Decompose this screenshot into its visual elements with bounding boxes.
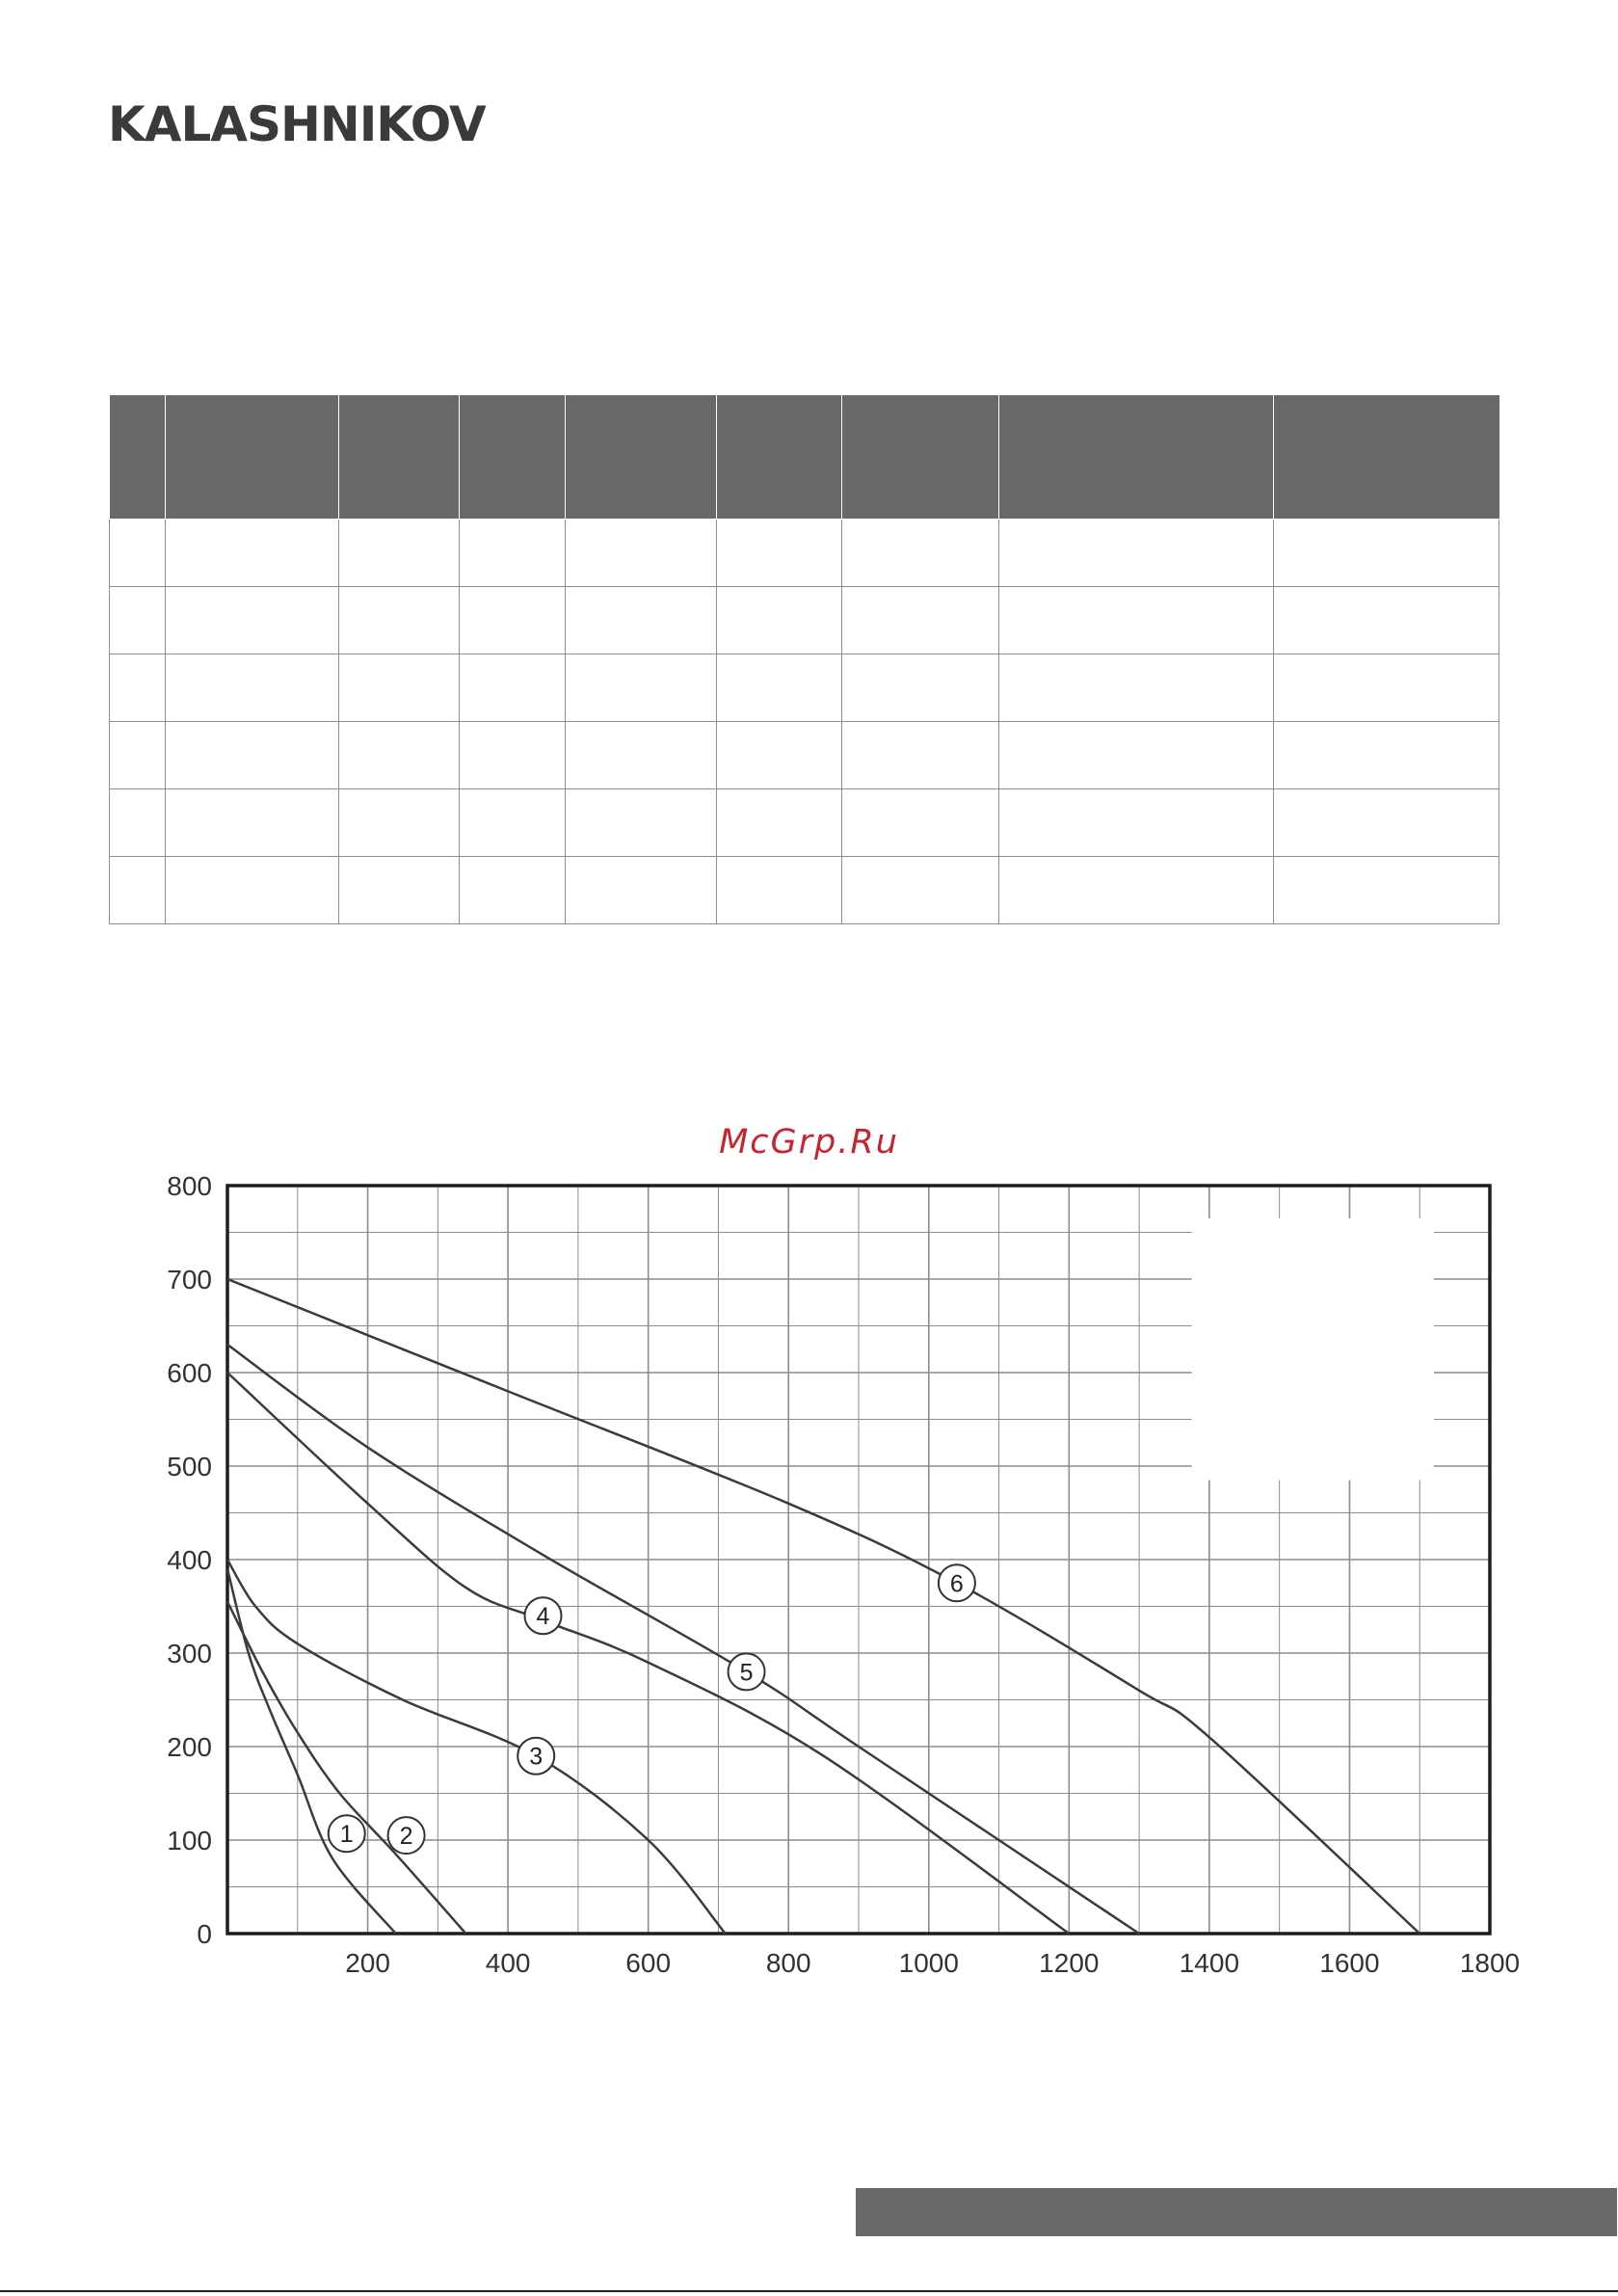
table-cell (1274, 789, 1499, 857)
table-cell (1274, 857, 1499, 924)
table-cell (842, 587, 999, 654)
y-tick-label: 800 (167, 1171, 212, 1201)
y-tick-label: 400 (167, 1545, 212, 1575)
table-row (110, 587, 1499, 654)
table-cell (842, 654, 999, 722)
table-header-row (110, 395, 1499, 520)
table-cell (166, 789, 339, 857)
table-cell (717, 789, 842, 857)
table-cell (566, 587, 717, 654)
x-tick-label: 800 (765, 1948, 811, 1976)
table-cell (1274, 587, 1499, 654)
table-cell (1274, 722, 1499, 789)
curve-label-6: 6 (949, 1570, 964, 1598)
table-row (110, 857, 1499, 924)
header-cell (717, 395, 842, 520)
curve-label-5: 5 (739, 1659, 754, 1687)
table-cell (339, 722, 460, 789)
table-row (110, 722, 1499, 789)
table-cell (566, 520, 717, 587)
table-cell (999, 857, 1274, 924)
x-tick-label: 1400 (1179, 1948, 1240, 1976)
table-cell (717, 587, 842, 654)
spec-table (109, 395, 1499, 924)
table-cell (339, 857, 460, 924)
curve-label-1: 1 (339, 1821, 354, 1849)
curve-1 (227, 1569, 396, 1934)
table-cell (999, 587, 1274, 654)
table-cell (717, 654, 842, 722)
curve-5 (227, 1345, 1139, 1934)
y-tick-label: 700 (167, 1265, 212, 1295)
table-cell (110, 857, 166, 924)
header-cell (1274, 395, 1499, 520)
table-row (110, 654, 1499, 722)
table-cell (110, 789, 166, 857)
x-tick-label: 1000 (898, 1948, 959, 1976)
header-cell (166, 395, 339, 520)
table-cell (110, 587, 166, 654)
x-tick-label: 600 (625, 1948, 672, 1976)
table-cell (566, 857, 717, 924)
table-row (110, 789, 1499, 857)
table-cell (460, 654, 566, 722)
table-cell (999, 722, 1274, 789)
table-cell (166, 587, 339, 654)
table-cell (842, 857, 999, 924)
header-cell (842, 395, 999, 520)
table-cell (166, 857, 339, 924)
table-cell (717, 857, 842, 924)
y-tick-label: 500 (167, 1452, 212, 1482)
table-cell (1274, 520, 1499, 587)
table-cell (110, 654, 166, 722)
header-cell (460, 395, 566, 520)
table-cell (460, 857, 566, 924)
table-cell (339, 654, 460, 722)
table-cell (842, 722, 999, 789)
table-cell (339, 587, 460, 654)
x-tick-label: 1600 (1319, 1948, 1380, 1976)
curve-label-2: 2 (399, 1823, 413, 1851)
table-cell (110, 520, 166, 587)
table-cell (717, 722, 842, 789)
x-tick-label: 1800 (1459, 1948, 1521, 1976)
x-tick-label: 1200 (1039, 1948, 1100, 1976)
header-cell (566, 395, 717, 520)
table-cell (460, 789, 566, 857)
table-cell (166, 520, 339, 587)
footer-bar (856, 2188, 1617, 2236)
table-cell (1274, 654, 1499, 722)
y-tick-label: 200 (167, 1732, 212, 1762)
curve-2 (227, 1602, 465, 1934)
header-cell (110, 395, 166, 520)
performance-chart (0, 1108, 1618, 1976)
table-cell (842, 520, 999, 587)
table-cell (999, 654, 1274, 722)
table-cell (110, 722, 166, 789)
table-cell (166, 722, 339, 789)
table-cell (566, 789, 717, 857)
header-cell (999, 395, 1274, 520)
y-tick-label: 0 (197, 1919, 212, 1949)
table-row (110, 520, 1499, 587)
legend-box (1192, 1218, 1434, 1481)
table-cell (999, 520, 1274, 587)
table-cell (566, 722, 717, 789)
watermark: McGrp.Ru (719, 1123, 899, 1161)
table-cell (339, 789, 460, 857)
table-cell (339, 520, 460, 587)
x-tick-label: 400 (485, 1948, 531, 1976)
table-cell (460, 722, 566, 789)
table-cell (717, 520, 842, 587)
table-cell (842, 789, 999, 857)
header-cell (339, 395, 460, 520)
table-cell (460, 520, 566, 587)
y-tick-label: 300 (167, 1639, 212, 1669)
bottom-rule (0, 2290, 1618, 2292)
curve-label-3: 3 (529, 1743, 544, 1771)
table-cell (460, 587, 566, 654)
brand-logo: KALASHNIKOV (108, 96, 486, 152)
table-cell (566, 654, 717, 722)
table-cell (999, 789, 1274, 857)
x-tick-label: 200 (345, 1948, 390, 1976)
curve-label-4: 4 (536, 1603, 550, 1631)
y-tick-label: 100 (167, 1826, 212, 1855)
y-tick-label: 600 (167, 1358, 212, 1388)
table-cell (166, 654, 339, 722)
